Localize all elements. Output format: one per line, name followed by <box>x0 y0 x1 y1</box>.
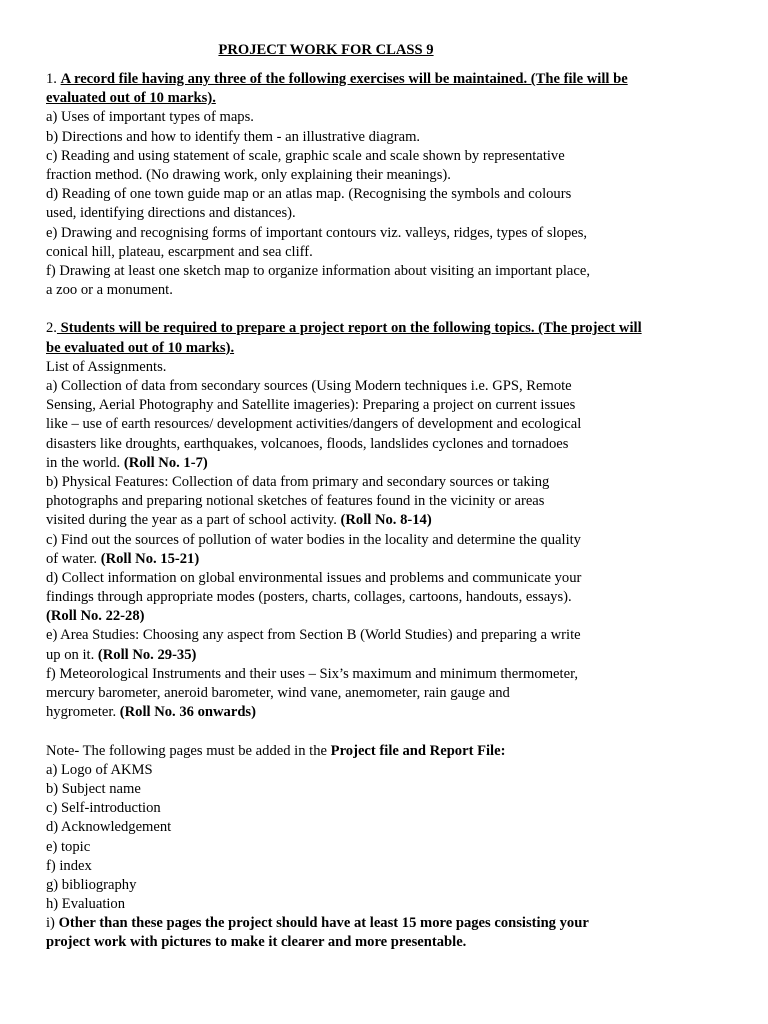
note-item: a) Logo of AKMS <box>46 761 153 778</box>
assignments-list-title: List of Assignments. <box>46 358 167 375</box>
note-item: f) index <box>46 857 92 874</box>
section1-heading-line1 <box>46 70 736 89</box>
assignment-f: f) Meteorological Instruments and their uses – Six’s maximum and minimum thermometer, <box>46 665 578 682</box>
section2-number: 2. <box>46 320 57 337</box>
roll-number: (Roll No. 29-35) <box>97 646 197 663</box>
assignment-a: Sensing, Aerial Photography and Satellite imageries): Preparing a project on current issues <box>46 397 576 414</box>
section2-heading-line1 <box>46 319 736 338</box>
assignment-b-text: visited during the year as a part of school activity. <box>46 512 341 529</box>
assignment-d: findings through appropriate modes (posters, charts, collages, cartoons, handouts, essays). <box>46 589 572 606</box>
assignment-f-last <box>46 703 736 722</box>
note-item: g) bibliography <box>46 876 137 893</box>
section1-item: b) Directions and how to identify them - an illustrative diagram. <box>46 128 421 145</box>
roll-number: (Roll No. 15-21) <box>100 550 200 567</box>
section1-item: c) Reading and using statement of scale, graphic scale and scale shown by representative <box>46 147 565 164</box>
section1-item: fraction method. (No drawing work, only explaining their meanings). <box>46 166 451 183</box>
section1-item: a) Uses of important types of maps. <box>46 109 254 126</box>
roll-number: (Roll No. 36 onwards) <box>119 704 256 721</box>
note-prefix: Note- The following pages must be added in the <box>46 742 331 759</box>
spacer <box>46 722 736 741</box>
section1-item: conical hill, plateau, escarpment and sea cliff. <box>46 243 313 260</box>
note-item: c) Self-introduction <box>46 800 161 817</box>
assignment-b: photographs and preparing notional sketches of features found in the vicinity or areas <box>46 493 545 510</box>
assignment-c-last <box>46 550 736 569</box>
assignment-e-text: up on it. <box>46 646 98 663</box>
note-bold: Project file and Report File: <box>330 742 506 759</box>
section1-item: used, identifying directions and distances). <box>46 205 296 222</box>
note-item: h) Evaluation <box>46 896 126 913</box>
assignment-d: d) Collect information on global environmental issues and problems and communicate your <box>46 569 582 586</box>
note-line <box>46 742 736 761</box>
section1-heading-line2: evaluated out of 10 marks). <box>46 90 216 107</box>
section1-heading: A record file having any three of the following exercises will be maintained. (The file will be <box>60 71 628 87</box>
assignment-e: e) Area Studies: Choosing any aspect from Section B (World Studies) and preparing a write <box>46 627 581 644</box>
note-item: e) topic <box>46 838 91 855</box>
assignment-e-last <box>46 646 736 665</box>
note-item: d) Acknowledgement <box>46 819 172 836</box>
document-title: PROJECT WORK FOR CLASS 9 <box>218 42 434 58</box>
assignment-c-text: of water. <box>46 550 101 567</box>
document-page <box>46 40 736 953</box>
roll-number: (Roll No. 22-28) <box>46 608 145 625</box>
assignment-a-last <box>46 454 736 473</box>
assignment-a: disasters like droughts, earthquakes, volcanoes, floods, landslides cyclones and tornadoes <box>46 435 569 452</box>
section1-item: e) Drawing and recognising forms of important contours viz. valleys, ridges, types of slopes, <box>46 224 588 241</box>
assignment-a-text: in the world. <box>46 454 124 471</box>
note-item: b) Subject name <box>46 780 141 797</box>
note-item-i-text: project work with pictures to make it clearer and more presentable. <box>46 934 467 951</box>
assignment-f: mercury barometer, aneroid barometer, wind vane, anemometer, rain gauge and <box>46 685 510 701</box>
section1-item: a zoo or a monument. <box>46 282 173 299</box>
section1-item: f) Drawing at least one sketch map to organize information about visiting an important place, <box>46 262 591 279</box>
assignment-a: a) Collection of data from secondary sources (Using Modern techniques i.e. GPS, Remote <box>46 378 572 394</box>
section1-number: 1. <box>46 71 61 87</box>
assignment-f-text: hygrometer. <box>46 704 120 721</box>
assignment-c: c) Find out the sources of pollution of water bodies in the locality and determine the quality <box>46 531 581 548</box>
note-item-i <box>46 914 736 933</box>
roll-number: (Roll No. 1-7) <box>123 454 208 471</box>
section2-heading-line2: be evaluated out of 10 marks). <box>46 339 235 356</box>
note-item-i-prefix: i) <box>46 915 59 932</box>
roll-number: (Roll No. 8-14) <box>340 512 432 529</box>
assignment-a: like – use of earth resources/ development activities/dangers of development and ecological <box>46 416 582 433</box>
spacer <box>46 300 736 319</box>
section2-heading: Students will be required to prepare a project report on the following topics. (The project will <box>56 320 642 337</box>
assignment-b: b) Physical Features: Collection of data from primary and secondary sources or taking <box>46 473 550 490</box>
section1-item: d) Reading of one town guide map or an atlas map. (Recognising the symbols and colours <box>46 186 572 203</box>
note-item-i-text: Other than these pages the project should have at least 15 more pages consisting your <box>58 915 589 932</box>
assignment-b-last <box>46 511 736 530</box>
